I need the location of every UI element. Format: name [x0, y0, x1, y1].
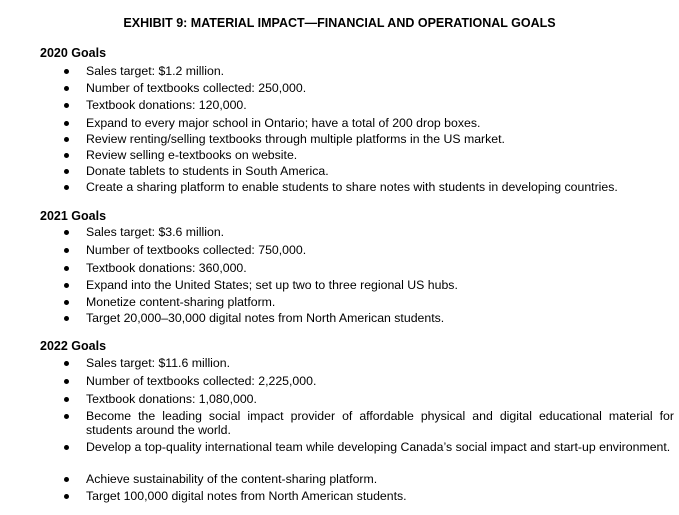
exhibit-title: EXHIBIT 9: MATERIAL IMPACT—FINANCIAL AND OPERATIONAL GOALS — [123, 16, 556, 30]
bullet-icon — [64, 69, 69, 74]
section-heading-2021: 2021 Goals — [40, 209, 107, 223]
bullet-icon — [64, 230, 69, 235]
bullet-icon — [64, 121, 69, 126]
bullet-icon — [64, 445, 69, 450]
bullet-icon — [64, 153, 69, 158]
bullet-icon — [64, 248, 69, 253]
bullet-icon — [64, 86, 69, 91]
bullet-icon — [64, 103, 69, 108]
bullet-icon — [64, 137, 69, 142]
bullet-icon — [64, 494, 69, 499]
bullet-icon — [64, 361, 69, 366]
bullet-icon — [64, 283, 69, 288]
section-heading-2020: 2020 Goals — [40, 46, 107, 60]
bullet-icon — [64, 300, 69, 305]
bullet-icon — [64, 379, 69, 384]
bullet-icon — [64, 397, 69, 402]
bullet-icon — [64, 185, 69, 190]
section-heading-2022: 2022 Goals — [40, 339, 107, 353]
list-item: Become the leading social impact provider of affordable physical and digital educational material for students around the world. — [64, 409, 674, 439]
bullet-icon — [64, 477, 69, 482]
bullet-icon — [64, 316, 69, 321]
bullet-icon — [64, 414, 69, 419]
list-item: Develop a top-quality international team while developing Canada’s social impact and start-up environment. — [64, 440, 674, 470]
bullet-icon — [64, 266, 69, 271]
bullet-icon — [64, 169, 69, 174]
